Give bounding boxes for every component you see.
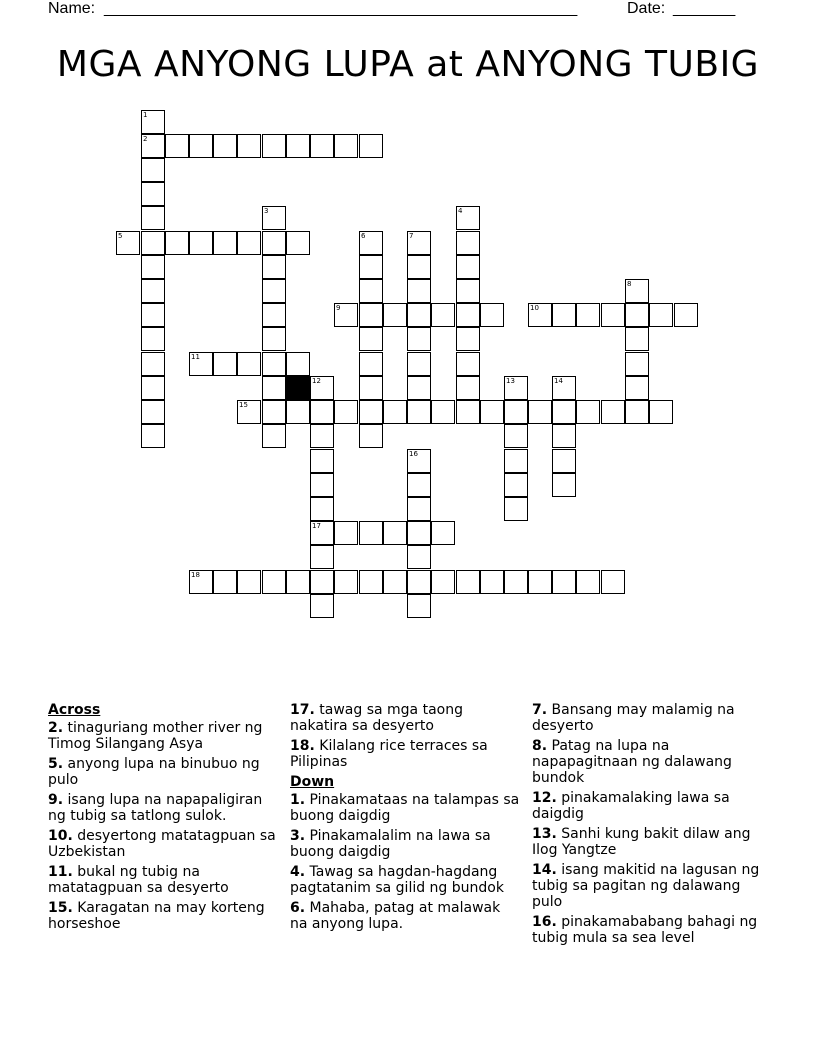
crossword-cell[interactable] [431,521,455,545]
crossword-cell[interactable] [407,521,431,545]
clue-item [48,828,280,860]
clue-number: 17 [312,522,321,530]
blocked-cell [286,376,310,400]
crossword-cell[interactable] [504,473,528,497]
crossword-cell[interactable] [359,424,383,448]
crossword-cell[interactable] [310,570,334,594]
clue-item [532,914,764,946]
clue-number-label: 17. [290,702,315,718]
crossword-cell[interactable] [456,303,480,327]
crossword-cell[interactable] [576,570,600,594]
clue-list-col1 [48,720,280,932]
crossword-cell[interactable] [334,134,358,158]
crossword-cell[interactable] [141,279,165,303]
name-label: Name: [48,0,96,17]
crossword-cell[interactable] [407,594,431,618]
clue-number-label: 13. [532,826,557,842]
clue-number-label: 18. [290,738,315,754]
clue-text: pinakamalaking lawa sa daigdig [532,790,730,822]
crossword-cell[interactable] [334,303,358,327]
crossword-cell[interactable] [262,376,286,400]
clue-item [532,738,764,786]
crossword-cell[interactable] [601,303,625,327]
clue-number: 7 [409,232,414,240]
clue-text: Karagatan na may korteng horseshoe [48,900,265,932]
crossword-cell[interactable] [383,400,407,424]
clue-item [532,862,764,910]
crossword-cell[interactable] [359,521,383,545]
clue-number-label: 6. [290,900,306,916]
clue-number-label: 1. [290,792,306,808]
crossword-cell[interactable] [456,206,480,230]
crossword-cell[interactable] [383,303,407,327]
crossword-cell[interactable] [141,182,165,206]
crossword-cell[interactable] [310,449,334,473]
clue-number: 14 [554,377,563,385]
clue-number-label: 3. [290,828,306,844]
crossword-cell[interactable] [310,134,334,158]
clue-list-col2-down [290,792,522,932]
crossword-cell[interactable] [310,376,334,400]
crossword-cell[interactable] [141,110,165,134]
clue-text: Bansang may malamig na desyerto [532,702,735,734]
crossword-cell[interactable] [552,449,576,473]
clue-text: tawag sa mga taong nakatira sa desyerto [290,702,463,734]
crossword-cell[interactable] [310,521,334,545]
clue-number-label: 8. [532,738,548,754]
crossword-cell[interactable] [334,521,358,545]
crossword-cell[interactable] [456,352,480,376]
crossword-cell[interactable] [359,400,383,424]
crossword-cell[interactable] [552,376,576,400]
clue-number: 10 [530,304,539,312]
crossword-cell[interactable] [359,570,383,594]
crossword-cell[interactable] [141,400,165,424]
crossword-cell[interactable] [625,327,649,351]
crossword-cell[interactable] [141,327,165,351]
crossword-cell[interactable] [528,570,552,594]
crossword-cell[interactable] [359,352,383,376]
clue-text: tinaguriang mother river ng Timog Silangang Asya [48,720,263,752]
crossword-cell[interactable] [286,134,310,158]
crossword-cell[interactable] [552,400,576,424]
crossword-cell[interactable] [262,424,286,448]
clue-text: Pinakamalalim na lawa sa buong daigdig [290,828,491,860]
crossword-cell[interactable] [189,134,213,158]
crossword-cell[interactable] [407,473,431,497]
crossword-cell[interactable] [407,497,431,521]
clue-item [48,864,280,896]
crossword-cell[interactable] [262,206,286,230]
crossword-cell[interactable] [165,231,189,255]
crossword-cell[interactable] [649,303,673,327]
crossword-cell[interactable] [625,303,649,327]
clue-number: 1 [143,111,148,119]
crossword-cell[interactable] [576,303,600,327]
clue-number: 15 [239,401,248,409]
crossword-cell[interactable] [407,231,431,255]
crossword-cell[interactable] [407,570,431,594]
crossword-cell[interactable] [141,352,165,376]
crossword-cell[interactable] [262,327,286,351]
clue-list-col2-across [290,702,522,770]
crossword-cell[interactable] [407,449,431,473]
crossword-cell[interactable] [407,303,431,327]
crossword-cell[interactable] [213,570,237,594]
crossword-cell[interactable] [141,376,165,400]
crossword-cell[interactable] [165,134,189,158]
clue-text: Tawag sa hagdan-hagdang pagtatanim sa gilid ng bundok [290,864,504,896]
name-line[interactable]: _______________________________________________________ [104,0,577,17]
crossword-cell[interactable] [141,158,165,182]
clue-item [532,826,764,858]
crossword-cell[interactable] [407,376,431,400]
crossword-cell[interactable] [116,231,140,255]
crossword-cell[interactable] [552,303,576,327]
crossword-cell[interactable] [480,303,504,327]
clue-item [290,792,522,824]
clue-number: 13 [506,377,515,385]
crossword-cell[interactable] [310,594,334,618]
crossword-cell[interactable] [456,400,480,424]
crossword-cell[interactable] [431,400,455,424]
clue-number: 2 [143,135,148,143]
clue-item [290,900,522,932]
clue-item [290,864,522,896]
crossword-cell[interactable] [552,473,576,497]
crossword-cell[interactable] [310,497,334,521]
crossword-cell[interactable] [504,570,528,594]
crossword-cell[interactable] [262,570,286,594]
crossword-cell[interactable] [504,424,528,448]
clue-text: Sanhi kung bakit dilaw ang Ilog Yangtze [532,826,751,858]
crossword-cell[interactable] [504,449,528,473]
crossword-cell[interactable] [552,424,576,448]
crossword-cell[interactable] [528,400,552,424]
clue-item [48,792,280,824]
crossword-cell[interactable] [262,134,286,158]
clues-column-3 [532,702,764,950]
crossword-cell[interactable] [456,255,480,279]
crossword-cell[interactable] [359,134,383,158]
crossword-cell[interactable] [237,134,261,158]
crossword-cell[interactable] [576,400,600,424]
crossword-cell[interactable] [407,255,431,279]
crossword-cell[interactable] [504,497,528,521]
crossword-cell[interactable] [141,231,165,255]
clue-text: desyertong matatagpuan sa Uzbekistan [48,828,276,860]
clue-number-label: 4. [290,864,306,880]
crossword-cell[interactable] [286,400,310,424]
date-label: Date: [627,0,666,17]
crossword-cell[interactable] [237,570,261,594]
crossword-cell[interactable] [649,400,673,424]
crossword-cell[interactable] [456,327,480,351]
crossword-cell[interactable] [237,352,261,376]
crossword-cell[interactable] [625,400,649,424]
crossword-cell[interactable] [601,400,625,424]
clue-number: 3 [264,207,269,215]
crossword-cell[interactable] [189,231,213,255]
crossword-cell[interactable] [262,255,286,279]
clue-number-label: 12. [532,790,557,806]
clue-item [48,900,280,932]
crossword-cell[interactable] [189,352,213,376]
clue-text: isang makitid na lagusan ng tubig sa pagitan ng dalawang pulo [532,862,760,910]
crossword-cell[interactable] [625,352,649,376]
crossword-cell[interactable] [601,570,625,594]
clue-number-label: 16. [532,914,557,930]
clue-number: 8 [627,280,632,288]
crossword-cell[interactable] [213,352,237,376]
page-title: MGA ANYONG LUPA at ANYONG TUBIG [56,44,760,85]
clue-number-label: 14. [532,862,557,878]
crossword-cell[interactable] [262,231,286,255]
crossword-cell[interactable] [407,327,431,351]
clue-number: 18 [191,571,200,579]
crossword-cell[interactable] [286,352,310,376]
crossword-cell[interactable] [528,303,552,327]
clue-number-label: 10. [48,828,73,844]
clue-number: 16 [409,450,418,458]
crossword-cell[interactable] [407,400,431,424]
clue-item [48,756,280,788]
crossword-cell[interactable] [310,473,334,497]
clue-text: Mahaba, patag at malawak na anyong lupa. [290,900,501,932]
clue-item [290,702,522,734]
crossword-cell[interactable] [262,352,286,376]
crossword-cell[interactable] [141,424,165,448]
down-heading: Down [290,774,335,790]
date-line[interactable]: _______ [673,0,736,17]
clue-text: pinakamababang bahagi ng tubig mula sa sea level [532,914,758,946]
crossword-cell[interactable] [456,570,480,594]
clue-number: 12 [312,377,321,385]
crossword-cell[interactable] [407,352,431,376]
crossword-cell[interactable] [141,134,165,158]
clue-item [290,738,522,770]
crossword-cell[interactable] [552,570,576,594]
crossword-cell[interactable] [310,545,334,569]
clue-number: 4 [458,207,463,215]
crossword-cell[interactable] [334,400,358,424]
clue-text: Pinakamataas na talampas sa buong daigdig [290,792,520,824]
crossword-cell[interactable] [383,521,407,545]
clue-number: 11 [191,353,200,361]
crossword-cell[interactable] [456,376,480,400]
clues-column-2 [290,702,522,936]
clue-number-label: 9. [48,792,64,808]
clue-number-label: 5. [48,756,64,772]
clue-number: 6 [361,232,366,240]
crossword-cell[interactable] [213,134,237,158]
clue-text: anyong lupa na binubuo ng pulo [48,756,260,788]
clue-text: Patag na lupa na napapagitnaan ng dalawang bundok [532,738,732,786]
clue-number-label: 2. [48,720,64,736]
crossword-cell[interactable] [359,303,383,327]
clue-number-label: 15. [48,900,73,916]
crossword-cell[interactable] [383,570,407,594]
crossword-cell[interactable] [431,303,455,327]
clue-number-label: 7. [532,702,548,718]
crossword-cell[interactable] [480,400,504,424]
crossword-cell[interactable] [334,570,358,594]
crossword-cell[interactable] [237,400,261,424]
crossword-cell[interactable] [359,376,383,400]
crossword-cell[interactable] [141,206,165,230]
crossword-cell[interactable] [141,303,165,327]
crossword-cell[interactable] [625,279,649,303]
clue-list-col3 [532,702,764,946]
crossword-cell[interactable] [359,327,383,351]
crossword-cell[interactable] [237,231,261,255]
clues-column-1 [48,702,280,936]
crossword-cell[interactable] [359,255,383,279]
clue-text: bukal ng tubig na matatagpuan sa desyerto [48,864,229,896]
crossword-cell[interactable] [456,231,480,255]
crossword-cell[interactable] [262,279,286,303]
crossword-cell[interactable] [407,545,431,569]
clue-text: Kilalang rice terraces sa Pilipinas [290,738,488,770]
clue-item [532,790,764,822]
crossword-cell[interactable] [480,570,504,594]
crossword-cell[interactable] [625,376,649,400]
clue-item [290,828,522,860]
crossword-cell[interactable] [286,231,310,255]
clue-number-label: 11. [48,864,73,880]
crossword-cell[interactable] [213,231,237,255]
crossword-cell[interactable] [310,424,334,448]
crossword-cell[interactable] [262,303,286,327]
clue-text: isang lupa na napapaligiran ng tubig sa tatlong sulok. [48,792,263,824]
clue-item [48,720,280,752]
clue-number: 5 [118,232,123,240]
crossword-cell[interactable] [359,231,383,255]
clue-item [532,702,764,734]
crossword-cell[interactable] [262,400,286,424]
crossword-cell[interactable] [141,255,165,279]
across-heading: Across [48,702,101,718]
crossword-cell[interactable] [286,570,310,594]
crossword-cell[interactable] [456,279,480,303]
clue-number: 9 [336,304,341,312]
crossword-cell[interactable] [359,279,383,303]
crossword-cell[interactable] [504,400,528,424]
crossword-cell[interactable] [674,303,698,327]
crossword-cell[interactable] [310,400,334,424]
crossword-cell[interactable] [407,279,431,303]
crossword-cell[interactable] [504,376,528,400]
crossword-cell[interactable] [189,570,213,594]
crossword-cell[interactable] [431,570,455,594]
